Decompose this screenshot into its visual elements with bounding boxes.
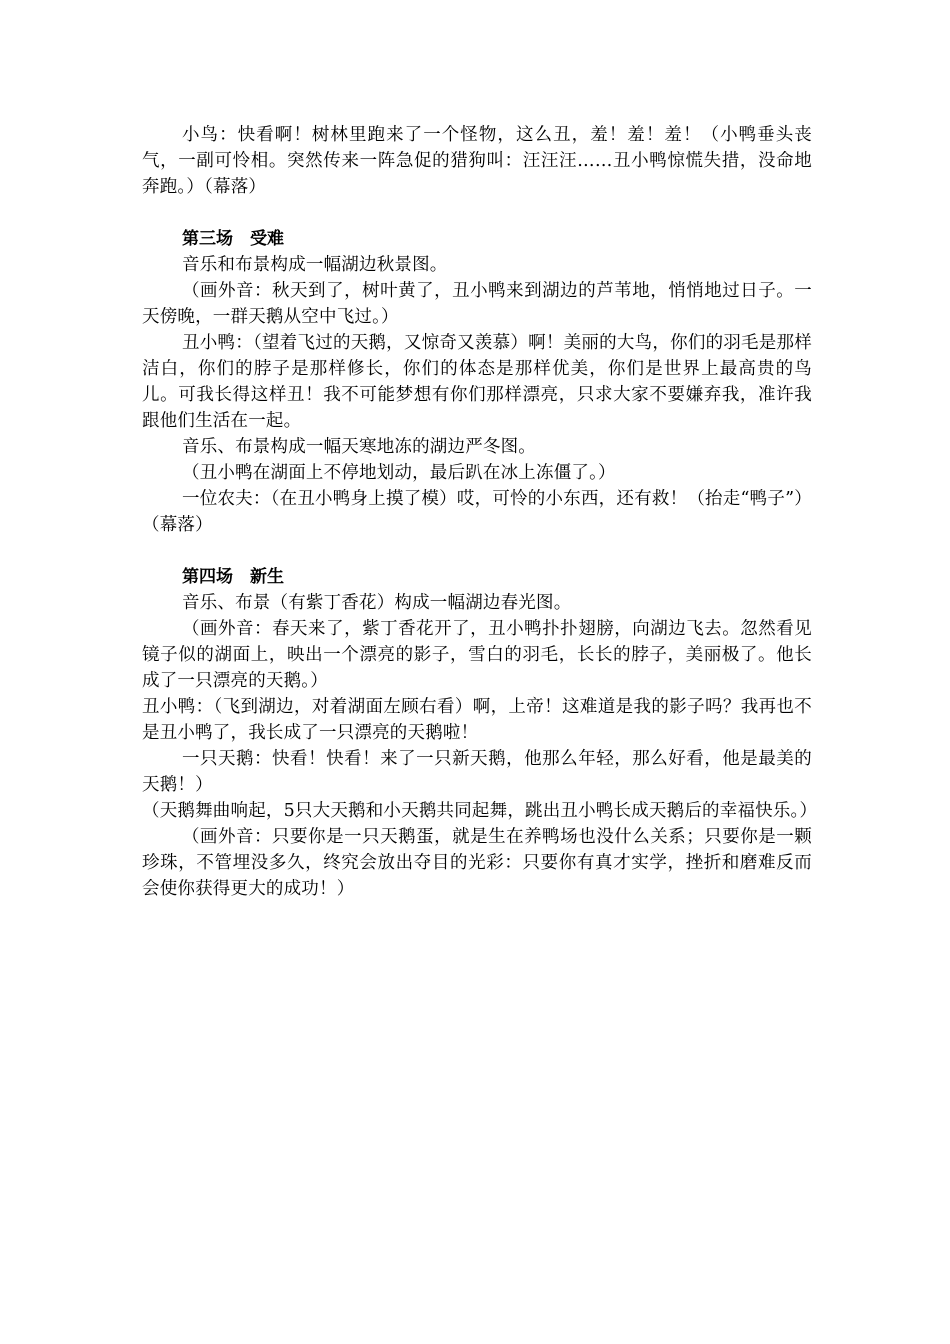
- scene-4-dance-direction: （天鹅舞曲响起，5只大天鹅和小天鹅共同起舞，跳出丑小鸭长成天鹅后的幸福快乐。）: [142, 801, 818, 821]
- scene-3-farmer-dialogue: 一位农夫：（在丑小鸭身上摸了模）哎，可怜的小东西，还有救！（抬走“鸭子”）（幕落）: [142, 489, 812, 535]
- scene-3-heading: 第三场 受难: [182, 229, 284, 249]
- scene-3-winter-setting: 音乐、布景构成一幅天寒地冻的湖边严冬图。: [182, 437, 536, 457]
- scene-4-closing-narration: （画外音：只要你是一只天鹅蛋，就是生在养鸭场也没什么关系；只要你是一颗珍珠，不管埋没多久，终究会放出夺目的光彩：只要你有真才实学，挫折和磨难反而会使你获得更大的成功！）: [142, 827, 812, 899]
- scene-3-duckling-dialogue: 丑小鸭：（望着飞过的天鹅，又惊奇又羡慕）啊！美丽的大鸟，你们的羽毛是那样洁白，你们的脖子是那样修长，你们的体态是那样优美，你们是世界上最高贵的鸟儿。可我长得这样丑！我不可能梦想有你们那样漂亮，只求大家不要嫌弃我，准许我跟他们生活在一起。: [142, 333, 812, 431]
- scene-3-stage-direction: （丑小鸭在湖面上不停地划动，最后趴在冰上冻僵了。）: [182, 463, 616, 483]
- scene-4-swan-dialogue: 一只天鹅：快看！快看！来了一只新天鹅，他那么年轻，那么好看，他是最美的天鹅！）: [142, 749, 812, 795]
- scene-3-narration: （画外音：秋天到了，树叶黄了，丑小鸭来到湖边的芦苇地，悄悄地过日子。一天傍晚，一群天鹅从空中飞过。）: [142, 281, 812, 327]
- scene-4-setting: 音乐、布景（有紫丁香花）构成一幅湖边春光图。: [182, 593, 572, 613]
- scene-4-heading: 第四场 新生: [182, 567, 284, 587]
- bird-dialogue: 小鸟：快看啊！树林里跑来了一个怪物，这么丑，羞！羞！羞！（小鸭垂头丧气，一副可怜相。突然传来一阵急促的猎狗叫：汪汪汪……丑小鸭惊慌失措，没命地奔跑。）（幕落）: [142, 125, 812, 197]
- spacer: [142, 200, 812, 226]
- spacer: [142, 538, 812, 564]
- document-page: [142, 122, 818, 902]
- scene-4-duckling-dialogue: 丑小鸭：（飞到湖边，对着湖面左顾右看）啊，上帝！这难道是我的影子吗？我再也不是丑小鸭了，我长成了一只漂亮的天鹅啦！: [142, 697, 812, 743]
- scene-4-narration: （画外音：春天来了，紫丁香花开了，丑小鸭扑扑翅膀，向湖边飞去。忽然看见镜子似的湖面上，映出一个漂亮的影子，雪白的羽毛，长长的脖子，美丽极了。他长成了一只漂亮的天鹅。）: [142, 619, 812, 691]
- scene-3-setting: 音乐和布景构成一幅湖边秋景图。: [182, 255, 448, 275]
